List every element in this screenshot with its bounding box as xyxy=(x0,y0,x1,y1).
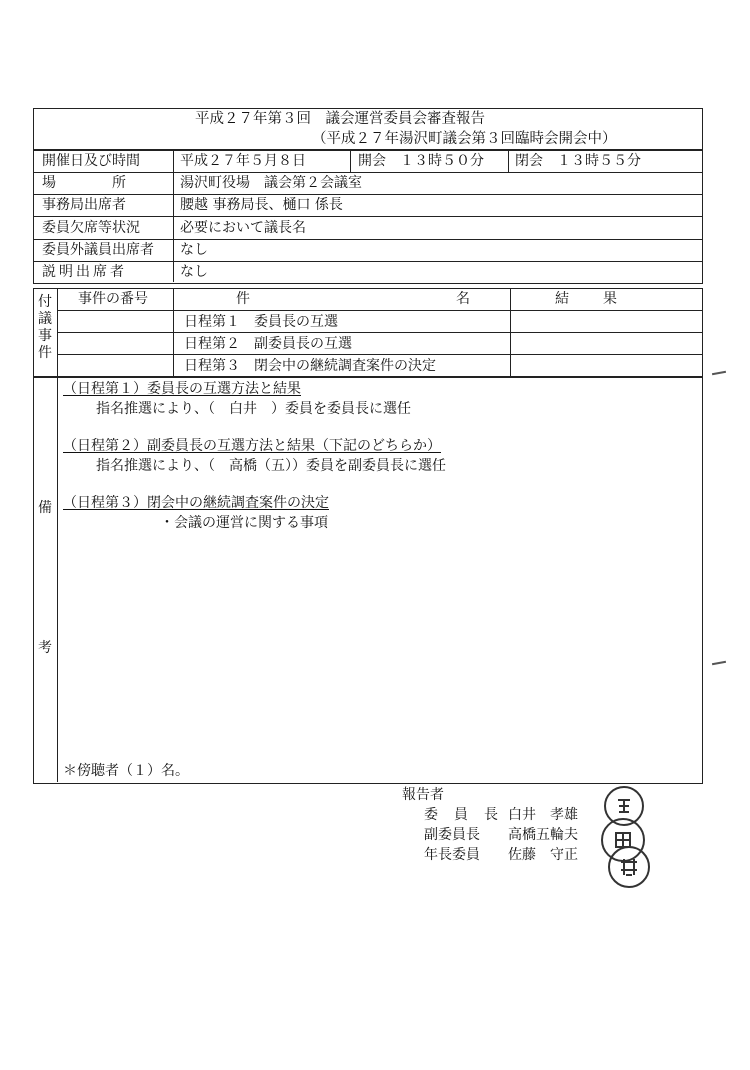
outside-value: なし xyxy=(180,242,208,258)
agenda-col-result: 結 果 xyxy=(555,291,619,307)
agenda-side-label-char: 議 xyxy=(38,311,52,327)
reporter-role: 委 員 長 xyxy=(424,807,499,823)
audience-note: ＊傍聴者（１）名。 xyxy=(63,763,189,779)
scan-mark xyxy=(712,661,726,665)
seal-mark-icon xyxy=(612,794,636,818)
remarks-item2-text: 指名推選により、（ 高橋（五））委員を副委員長に選任 xyxy=(96,458,446,474)
explain-value: なし xyxy=(180,264,208,280)
reporter-role: 副委員長 xyxy=(424,827,480,843)
outside-label: 委員外議員出席者 xyxy=(42,242,154,258)
remarks-item1-heading: （日程第１）委員長の互選方法と結果 xyxy=(63,381,301,397)
place-value: 湯沢町役場 議会第２会議室 xyxy=(180,175,362,191)
date-divider xyxy=(508,149,509,172)
seal-mark-icon xyxy=(616,854,642,880)
date-value: 平成２７年５月８日 xyxy=(180,153,306,169)
document-subtitle: （平成２７年湯沢町議会第３回臨時会開会中） xyxy=(312,131,617,147)
document-title: 平成２７年第３回 議会運営委員会審査報告 xyxy=(195,111,485,127)
seal-stamp-icon xyxy=(608,846,650,888)
remarks-item3-heading: （日程第３）閉会中の継続調査案件の決定 xyxy=(63,495,329,511)
explain-label: 説明出席者 xyxy=(42,264,127,280)
agenda-item-name: 日程第３ 閉会中の継続調査案件の決定 xyxy=(184,358,436,374)
reporter-name: 白井 孝雄 xyxy=(508,807,578,823)
agenda-col-name: 名 xyxy=(456,291,470,307)
place-label: 場 所 xyxy=(42,175,126,191)
agenda-col-name: 件 xyxy=(236,291,250,307)
remarks-item2-heading: （日程第２）副委員長の互選方法と結果（下記のどちらか） xyxy=(63,438,441,454)
remarks-side-label: 考 xyxy=(38,640,52,656)
date-divider xyxy=(350,149,351,172)
remarks-side-divider xyxy=(57,376,58,782)
agenda-side-label-char: 付 xyxy=(38,294,52,310)
agenda-side-label-char: 事 xyxy=(38,328,52,344)
absence-value: 必要において議長名 xyxy=(180,220,306,236)
date-label: 開催日及び時間 xyxy=(42,153,140,169)
row-divider xyxy=(33,239,702,240)
remarks-item3-text: ・会議の運営に関する事項 xyxy=(160,515,328,531)
row-divider xyxy=(33,261,702,262)
agenda-row-divider xyxy=(57,354,702,355)
reporter-role: 年長委員 xyxy=(424,847,480,863)
close-time: 閉会 １３時５５分 xyxy=(515,153,641,169)
reporter-name: 高橋五輪夫 xyxy=(508,827,578,843)
agenda-col-number: 事件の番号 xyxy=(78,291,148,307)
row-divider xyxy=(33,216,702,217)
agenda-item-name: 日程第２ 副委員長の互選 xyxy=(184,336,352,352)
label-column-divider xyxy=(173,149,174,282)
reporter-label: 報告者 xyxy=(402,787,444,803)
open-time: 開会 １３時５０分 xyxy=(358,153,484,169)
office-label: 事務局出席者 xyxy=(42,197,126,213)
agenda-item-name: 日程第１ 委員長の互選 xyxy=(184,314,338,330)
row-divider xyxy=(33,194,702,195)
remarks-side-label: 備 xyxy=(38,500,52,516)
office-value: 腰越 事務局長、樋口 係長 xyxy=(180,197,343,213)
absence-label: 委員欠席等状況 xyxy=(42,220,140,236)
agenda-row-divider xyxy=(57,332,702,333)
agenda-side-label-char: 件 xyxy=(38,345,52,361)
agenda-row-divider xyxy=(57,310,702,311)
scan-mark xyxy=(712,371,726,375)
reporter-name: 佐藤 守正 xyxy=(508,847,578,863)
remarks-item1-text: 指名推選により、（ 白井 ）委員を委員長に選任 xyxy=(96,401,411,417)
row-divider xyxy=(33,172,702,173)
